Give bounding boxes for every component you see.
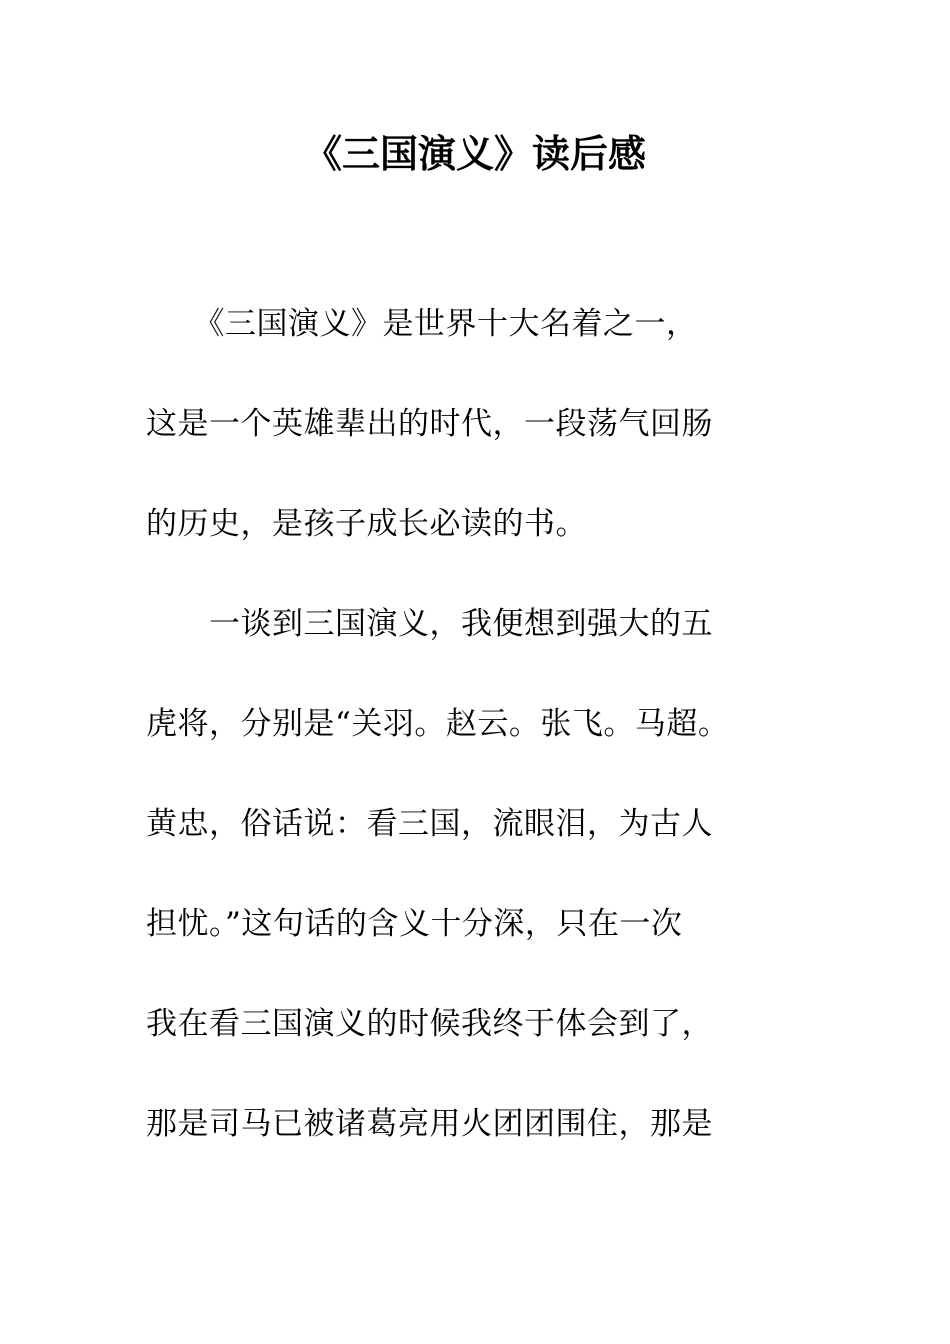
paragraph-line: 这是一个英雄辈出的时代，一段荡气回肠 xyxy=(146,406,713,442)
paragraph-line: 那是司马已被诸葛亮用火团团围住，那是 xyxy=(146,1106,713,1142)
paragraph-line: 我在看三国演义的时候我终于体会到了， xyxy=(146,1006,713,1042)
paragraph-line: 一谈到三国演义，我便想到强大的五 xyxy=(146,606,713,642)
paragraph-line: 《三国演义》是世界十大名着之一， xyxy=(146,306,698,342)
paragraph-line: 的历史，是孩子成长必读的书。 xyxy=(146,506,587,542)
document-title: 《三国演义》读后感 xyxy=(303,131,646,176)
paragraph-line: 担忧。”这句话的含义十分深，只在一次 xyxy=(146,906,683,942)
paragraph-line: 黄忠，俗话说：看三国，流眼泪，为古人 xyxy=(146,806,713,842)
paragraph-line: 虎将，分别是“关羽。赵云。张飞。马超。 xyxy=(146,706,730,742)
